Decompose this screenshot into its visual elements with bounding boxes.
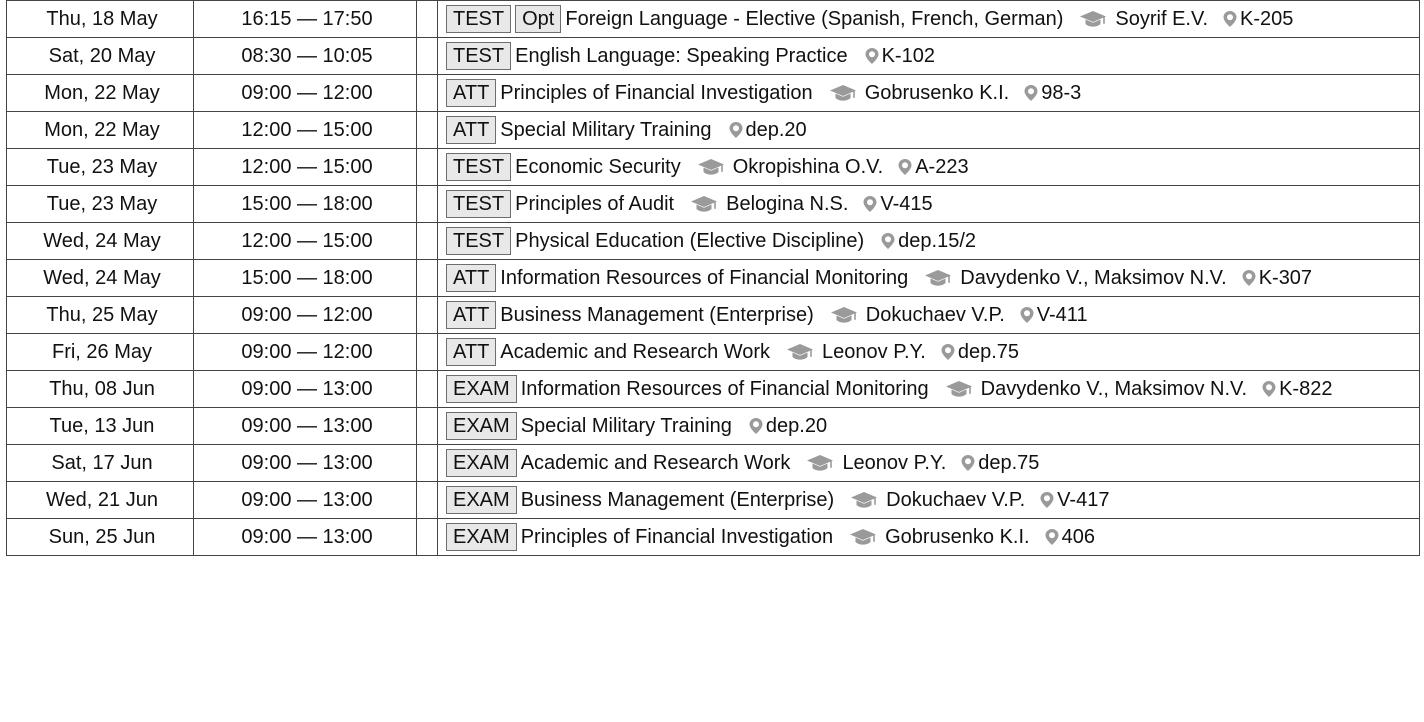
table-row [7,149,1420,186]
room-field [1222,8,1293,30]
room-name: dep.20 [745,119,807,141]
spacer-cell [417,445,438,482]
map-marker-icon [1023,84,1039,102]
schedule-body [7,1,1420,556]
map-marker-icon [728,121,744,139]
class-info-cell [438,482,1420,519]
map-marker-icon [1261,380,1277,398]
teacher-field [806,452,946,474]
room-field [960,452,1039,474]
graduation-cap-icon [697,158,725,176]
class-badges [446,378,521,400]
map-marker-icon [1019,306,1035,324]
class-badges [446,526,521,548]
spacer-cell [417,186,438,223]
spacer-cell [417,371,438,408]
room-field [940,341,1019,363]
teacher-field [786,341,926,363]
time-cell: 09:00 — 12:00 [194,334,417,371]
table-row [7,297,1420,334]
table-row [7,223,1420,260]
class-info-cell [438,334,1420,371]
map-marker-icon [880,232,896,250]
date-cell: Thu, 25 May [7,297,194,334]
time-cell: 15:00 — 18:00 [194,186,417,223]
badge-test: TEST [446,153,511,181]
badge-exam: EXAM [446,523,517,551]
class-info-cell [438,223,1420,260]
spacer-cell [417,482,438,519]
date-cell: Fri, 26 May [7,334,194,371]
class-title: Foreign Language - Elective (Spanish, French, German) [565,8,1064,30]
time-cell: 12:00 — 15:00 [194,112,417,149]
graduation-cap-icon [945,380,973,398]
spacer-cell [417,38,438,75]
room-field [1019,304,1088,326]
map-marker-icon [748,417,764,435]
date-cell: Mon, 22 May [7,75,194,112]
class-info-cell [438,371,1420,408]
graduation-cap-icon [690,195,718,213]
table-row [7,112,1420,149]
class-info-cell [438,297,1420,334]
badge-att: ATT [446,264,496,292]
class-info-cell [438,445,1420,482]
badge-exam: EXAM [446,449,517,477]
class-title: Academic and Research Work [500,341,771,363]
room-name: dep.75 [978,452,1040,474]
badge-att: ATT [446,301,496,329]
time-cell: 08:30 — 10:05 [194,38,417,75]
class-info-cell [438,112,1420,149]
class-info-cell [438,519,1420,556]
map-marker-icon [897,158,913,176]
graduation-cap-icon [924,269,952,287]
class-title: Information Resources of Financial Monitoring [500,267,909,289]
class-info-cell [438,75,1420,112]
map-marker-icon [1241,269,1257,287]
table-row [7,38,1420,75]
date-cell: Wed, 21 Jun [7,482,194,519]
time-cell: 09:00 — 12:00 [194,75,417,112]
spacer-cell [417,408,438,445]
badge-att: ATT [446,79,496,107]
date-cell: Tue, 23 May [7,149,194,186]
room-name: A-223 [915,156,969,178]
table-row [7,186,1420,223]
table-row [7,519,1420,556]
class-badges [446,156,515,178]
badge-opt: Opt [515,5,561,33]
teacher-name: Davydenko V., Maksimov N.V. [980,378,1248,400]
time-cell: 09:00 — 13:00 [194,519,417,556]
room-name: 406 [1061,526,1095,548]
teacher-name: Belogina N.S. [726,193,849,215]
room-field [1039,489,1109,511]
date-cell: Wed, 24 May [7,223,194,260]
badge-test: TEST [446,5,511,33]
spacer-cell [417,297,438,334]
time-cell: 09:00 — 13:00 [194,408,417,445]
teacher-field [829,82,1010,104]
spacer-cell [417,519,438,556]
time-cell: 09:00 — 13:00 [194,445,417,482]
date-cell: Wed, 24 May [7,260,194,297]
room-name: dep.15/2 [898,230,977,252]
room-name: dep.20 [765,415,828,437]
class-info-cell [438,186,1420,223]
room-name: K-205 [1240,8,1294,30]
teacher-field [1079,8,1208,30]
room-field [864,45,935,67]
date-cell: Thu, 08 Jun [7,371,194,408]
badge-exam: EXAM [446,412,517,440]
spacer-cell [417,260,438,297]
schedule-table [6,0,1420,556]
badge-test: TEST [446,190,511,218]
class-badges [446,193,515,215]
class-title: Information Resources of Financial Monitoring [520,378,929,400]
teacher-field [924,267,1226,289]
class-title: Principles of Audit [515,193,675,215]
time-cell: 12:00 — 15:00 [194,149,417,186]
table-row [7,445,1420,482]
class-title: Academic and Research Work [520,452,791,474]
table-row [7,1,1420,38]
room-field [1241,267,1312,289]
table-row [7,334,1420,371]
time-cell: 09:00 — 13:00 [194,371,417,408]
teacher-field [850,489,1025,511]
class-badges [446,82,500,104]
graduation-cap-icon [829,84,857,102]
time-cell: 12:00 — 15:00 [194,223,417,260]
time-cell: 16:15 — 17:50 [194,1,417,38]
class-title: Physical Education (Elective Discipline) [515,230,865,252]
map-marker-icon [1222,10,1238,28]
graduation-cap-icon [806,454,834,472]
room-field [880,230,976,252]
room-field [728,119,807,141]
teacher-name: Dokuchaev V.P. [886,489,1026,511]
room-name: V-411 [1036,304,1088,326]
date-cell: Sun, 25 Jun [7,519,194,556]
map-marker-icon [1039,491,1055,509]
graduation-cap-icon [830,306,858,324]
teacher-name: Soyrif E.V. [1115,8,1209,30]
room-field [1261,378,1332,400]
class-badges [446,267,500,289]
class-title: Special Military Training [520,415,732,437]
class-title: Business Management (Enterprise) [520,489,835,511]
class-info-cell [438,38,1420,75]
class-title: Business Management (Enterprise) [500,304,814,326]
teacher-name: Okropishina O.V. [732,156,884,178]
date-cell: Sat, 20 May [7,38,194,75]
spacer-cell [417,1,438,38]
badge-att: ATT [446,338,496,366]
date-cell: Thu, 18 May [7,1,194,38]
badge-test: TEST [446,42,511,70]
class-badges [446,415,521,437]
teacher-field [945,378,1247,400]
class-badges [446,230,515,252]
class-info-cell [438,260,1420,297]
room-field [748,415,827,437]
date-cell: Mon, 22 May [7,112,194,149]
map-marker-icon [940,343,956,361]
class-info-cell [438,408,1420,445]
table-row [7,75,1420,112]
class-title: Principles of Financial Investigation [500,82,813,104]
map-marker-icon [960,454,976,472]
room-field [1023,82,1081,104]
teacher-name: Leonov P.Y. [842,452,947,474]
date-cell: Tue, 13 Jun [7,408,194,445]
time-cell: 09:00 — 12:00 [194,297,417,334]
room-name: dep.75 [957,341,1020,363]
room-name: K-307 [1258,267,1313,289]
teacher-name: Gobrusenko K.I. [885,526,1030,548]
spacer-cell [417,334,438,371]
spacer-cell [417,112,438,149]
table-row [7,482,1420,519]
teacher-name: Leonov P.Y. [822,341,926,363]
teacher-name: Dokuchaev V.P. [865,304,1005,326]
class-info-cell [438,1,1420,38]
time-cell: 09:00 — 13:00 [194,482,417,519]
class-title: Special Military Training [500,119,712,141]
table-row [7,408,1420,445]
room-field [862,193,932,215]
map-marker-icon [1044,528,1060,546]
class-badges [446,341,500,363]
spacer-cell [417,223,438,260]
room-name: K-102 [881,45,935,67]
class-badges [446,119,500,141]
class-badges [446,8,565,30]
teacher-name: Davydenko V., Maksimov N.V. [960,267,1227,289]
graduation-cap-icon [850,491,878,509]
graduation-cap-icon [786,343,814,361]
badge-att: ATT [446,116,496,144]
teacher-name: Gobrusenko K.I. [864,82,1010,104]
badge-test: TEST [446,227,511,255]
class-badges [446,452,521,474]
badge-exam: EXAM [446,486,517,514]
class-badges [446,489,521,511]
class-info-cell [438,149,1420,186]
map-marker-icon [864,47,880,65]
date-cell: Sat, 17 Jun [7,445,194,482]
room-name: 98-3 [1041,82,1082,104]
graduation-cap-icon [1079,10,1107,28]
class-badges [446,304,500,326]
teacher-field [830,304,1005,326]
graduation-cap-icon [849,528,877,546]
room-field [1044,526,1095,548]
class-badges [446,45,515,67]
spacer-cell [417,149,438,186]
spacer-cell [417,75,438,112]
badge-exam: EXAM [446,375,517,403]
class-title: Economic Security [515,156,681,178]
time-cell: 15:00 — 18:00 [194,260,417,297]
teacher-field [697,156,883,178]
map-marker-icon [862,195,878,213]
room-name: K-822 [1279,378,1333,400]
teacher-field [849,526,1030,548]
date-cell: Tue, 23 May [7,186,194,223]
class-title: Principles of Financial Investigation [520,526,834,548]
class-title: English Language: Speaking Practice [515,45,848,67]
table-row [7,260,1420,297]
table-row [7,371,1420,408]
room-name: V-415 [880,193,933,215]
teacher-field [690,193,848,215]
room-name: V-417 [1057,489,1110,511]
room-field [897,156,968,178]
